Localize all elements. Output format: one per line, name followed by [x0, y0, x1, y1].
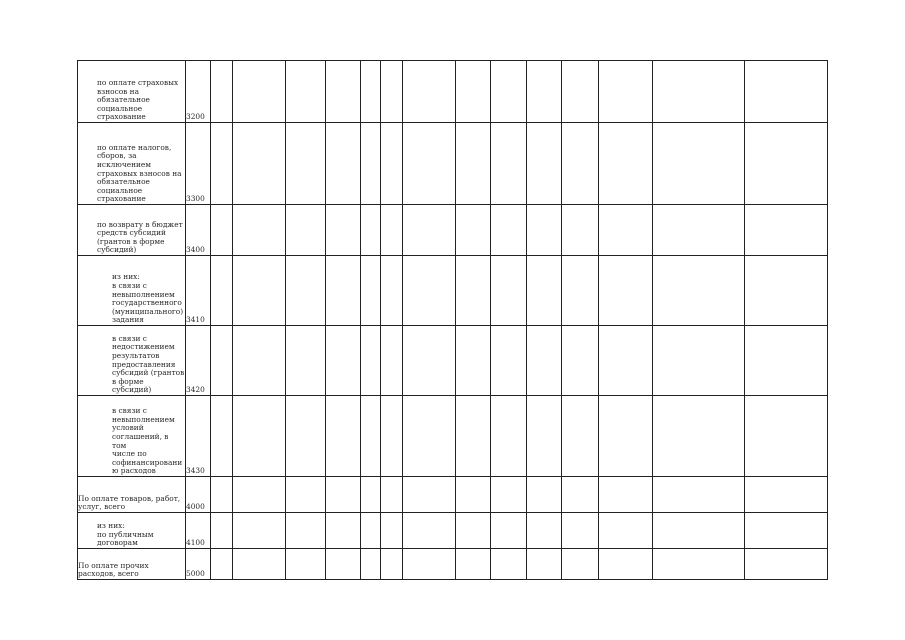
table-row: [78, 396, 828, 477]
value-cell: [381, 477, 403, 513]
value-cell: [562, 477, 599, 513]
value-cell: [361, 61, 381, 123]
value-cell: [403, 513, 456, 549]
value-cell: [491, 61, 527, 123]
value-cell: [653, 326, 745, 396]
value-cell: [562, 123, 599, 205]
value-cell: [745, 256, 828, 326]
value-cell: [491, 549, 527, 580]
value-cell: [403, 205, 456, 256]
report-table: [77, 60, 828, 580]
value-cell: [562, 396, 599, 477]
table-row: [78, 205, 828, 256]
row-label-text: в связи с недостижением результатов предоставления субсидий (грантов в форме субсидий): [112, 333, 185, 395]
value-cell: [361, 205, 381, 256]
row-label-text: из них: по публичным договорам: [97, 521, 154, 548]
row-code: 4000: [186, 477, 211, 513]
value-cell: [233, 326, 286, 396]
value-cell: [599, 396, 653, 477]
value-cell: [361, 477, 381, 513]
value-cell: [361, 123, 381, 205]
value-cell: [361, 326, 381, 396]
value-cell: [403, 61, 456, 123]
value-cell: [326, 123, 361, 205]
value-cell: [211, 326, 233, 396]
value-cell: [211, 61, 233, 123]
row-label: [78, 205, 186, 256]
value-cell: [527, 549, 562, 580]
value-cell: [599, 513, 653, 549]
table-row: [78, 256, 828, 326]
value-cell: [491, 205, 527, 256]
value-cell: [233, 477, 286, 513]
row-label: [78, 61, 186, 123]
value-cell: [456, 326, 491, 396]
row-label: [78, 477, 186, 513]
value-cell: [286, 477, 326, 513]
row-label: [78, 396, 186, 477]
value-cell: [286, 256, 326, 326]
value-cell: [326, 256, 361, 326]
value-cell: [653, 513, 745, 549]
value-cell: [403, 256, 456, 326]
value-cell: [233, 123, 286, 205]
row-label: [78, 326, 186, 396]
row-code: 3200: [186, 61, 211, 123]
value-cell: [745, 205, 828, 256]
value-cell: [745, 61, 828, 123]
value-cell: [326, 326, 361, 396]
row-label-text: по возврату в бюджет средств субсидий (грантов в форме субсидий): [97, 219, 183, 255]
value-cell: [653, 396, 745, 477]
value-cell: [527, 256, 562, 326]
value-cell: [527, 513, 562, 549]
value-cell: [326, 396, 361, 477]
value-cell: [211, 123, 233, 205]
value-cell: [456, 513, 491, 549]
value-cell: [361, 256, 381, 326]
value-cell: [491, 326, 527, 396]
value-cell: [745, 123, 828, 205]
value-cell: [456, 396, 491, 477]
table-row: [78, 123, 828, 205]
value-cell: [527, 205, 562, 256]
row-code: 4100: [186, 513, 211, 549]
value-cell: [286, 326, 326, 396]
value-cell: [326, 549, 361, 580]
value-cell: [745, 477, 828, 513]
value-cell: [326, 205, 361, 256]
row-label-text: по оплате налогов, сборов, за исключением страховых взносов на обязательное социальное страхование: [97, 142, 182, 204]
row-label: [78, 256, 186, 326]
table-row: [78, 61, 828, 123]
value-cell: [456, 123, 491, 205]
value-cell: [381, 256, 403, 326]
value-cell: [456, 256, 491, 326]
value-cell: [381, 326, 403, 396]
row-label-text: в связи с невыполнением условий соглашений, в том числе по софинансировани ю расходов: [112, 406, 183, 476]
value-cell: [562, 256, 599, 326]
value-cell: [286, 549, 326, 580]
value-cell: [326, 61, 361, 123]
row-label: [78, 549, 186, 580]
value-cell: [527, 123, 562, 205]
value-cell: [233, 256, 286, 326]
value-cell: [599, 123, 653, 205]
value-cell: [653, 205, 745, 256]
row-label-text: из них: в связи с невыполнением государственного (муниципального) задания: [112, 272, 184, 325]
value-cell: [745, 549, 828, 580]
value-cell: [599, 549, 653, 580]
value-cell: [286, 205, 326, 256]
value-cell: [456, 205, 491, 256]
value-cell: [562, 205, 599, 256]
value-cell: [527, 477, 562, 513]
value-cell: [599, 205, 653, 256]
table-row: [78, 326, 828, 396]
value-cell: [381, 205, 403, 256]
value-cell: [233, 396, 286, 477]
table-row: [78, 477, 828, 513]
value-cell: [745, 513, 828, 549]
value-cell: [653, 123, 745, 205]
row-code: 3300: [186, 123, 211, 205]
value-cell: [381, 61, 403, 123]
value-cell: [326, 477, 361, 513]
value-cell: [233, 513, 286, 549]
value-cell: [381, 123, 403, 205]
value-cell: [653, 549, 745, 580]
value-cell: [286, 123, 326, 205]
value-cell: [562, 549, 599, 580]
table-row: [78, 513, 828, 549]
table-row: [78, 549, 828, 580]
value-cell: [403, 326, 456, 396]
value-cell: [403, 549, 456, 580]
value-cell: [403, 477, 456, 513]
value-cell: [211, 549, 233, 580]
value-cell: [745, 326, 828, 396]
value-cell: [286, 513, 326, 549]
value-cell: [286, 61, 326, 123]
value-cell: [599, 61, 653, 123]
value-cell: [599, 477, 653, 513]
value-cell: [211, 477, 233, 513]
row-label: [78, 123, 186, 205]
row-code: 3410: [186, 256, 211, 326]
value-cell: [233, 61, 286, 123]
value-cell: [562, 326, 599, 396]
value-cell: [491, 477, 527, 513]
row-code: 3400: [186, 205, 211, 256]
value-cell: [653, 477, 745, 513]
value-cell: [456, 549, 491, 580]
value-cell: [326, 513, 361, 549]
value-cell: [233, 205, 286, 256]
value-cell: [361, 396, 381, 477]
value-cell: [599, 256, 653, 326]
row-code: 3420: [186, 326, 211, 396]
value-cell: [491, 513, 527, 549]
value-cell: [653, 61, 745, 123]
value-cell: [491, 256, 527, 326]
row-label-text: по оплате страховых взносов на обязательное социальное страхование: [97, 78, 179, 122]
row-label-text: По оплате прочих расходов, всего: [78, 560, 149, 579]
value-cell: [361, 513, 381, 549]
value-cell: [211, 205, 233, 256]
value-cell: [491, 123, 527, 205]
value-cell: [211, 513, 233, 549]
value-cell: [456, 61, 491, 123]
value-cell: [599, 326, 653, 396]
row-label-text: По оплате товаров, работ, услуг, всего: [78, 493, 181, 512]
value-cell: [527, 326, 562, 396]
row-code: 5000: [186, 549, 211, 580]
value-cell: [653, 256, 745, 326]
row-label: [78, 513, 186, 549]
value-cell: [381, 396, 403, 477]
value-cell: [381, 549, 403, 580]
value-cell: [527, 396, 562, 477]
value-cell: [527, 61, 562, 123]
value-cell: [745, 396, 828, 477]
value-cell: [403, 123, 456, 205]
value-cell: [562, 61, 599, 123]
value-cell: [562, 513, 599, 549]
value-cell: [211, 256, 233, 326]
value-cell: [456, 477, 491, 513]
value-cell: [491, 396, 527, 477]
value-cell: [403, 396, 456, 477]
value-cell: [286, 396, 326, 477]
row-code: 3430: [186, 396, 211, 477]
value-cell: [211, 396, 233, 477]
value-cell: [381, 513, 403, 549]
value-cell: [233, 549, 286, 580]
value-cell: [361, 549, 381, 580]
